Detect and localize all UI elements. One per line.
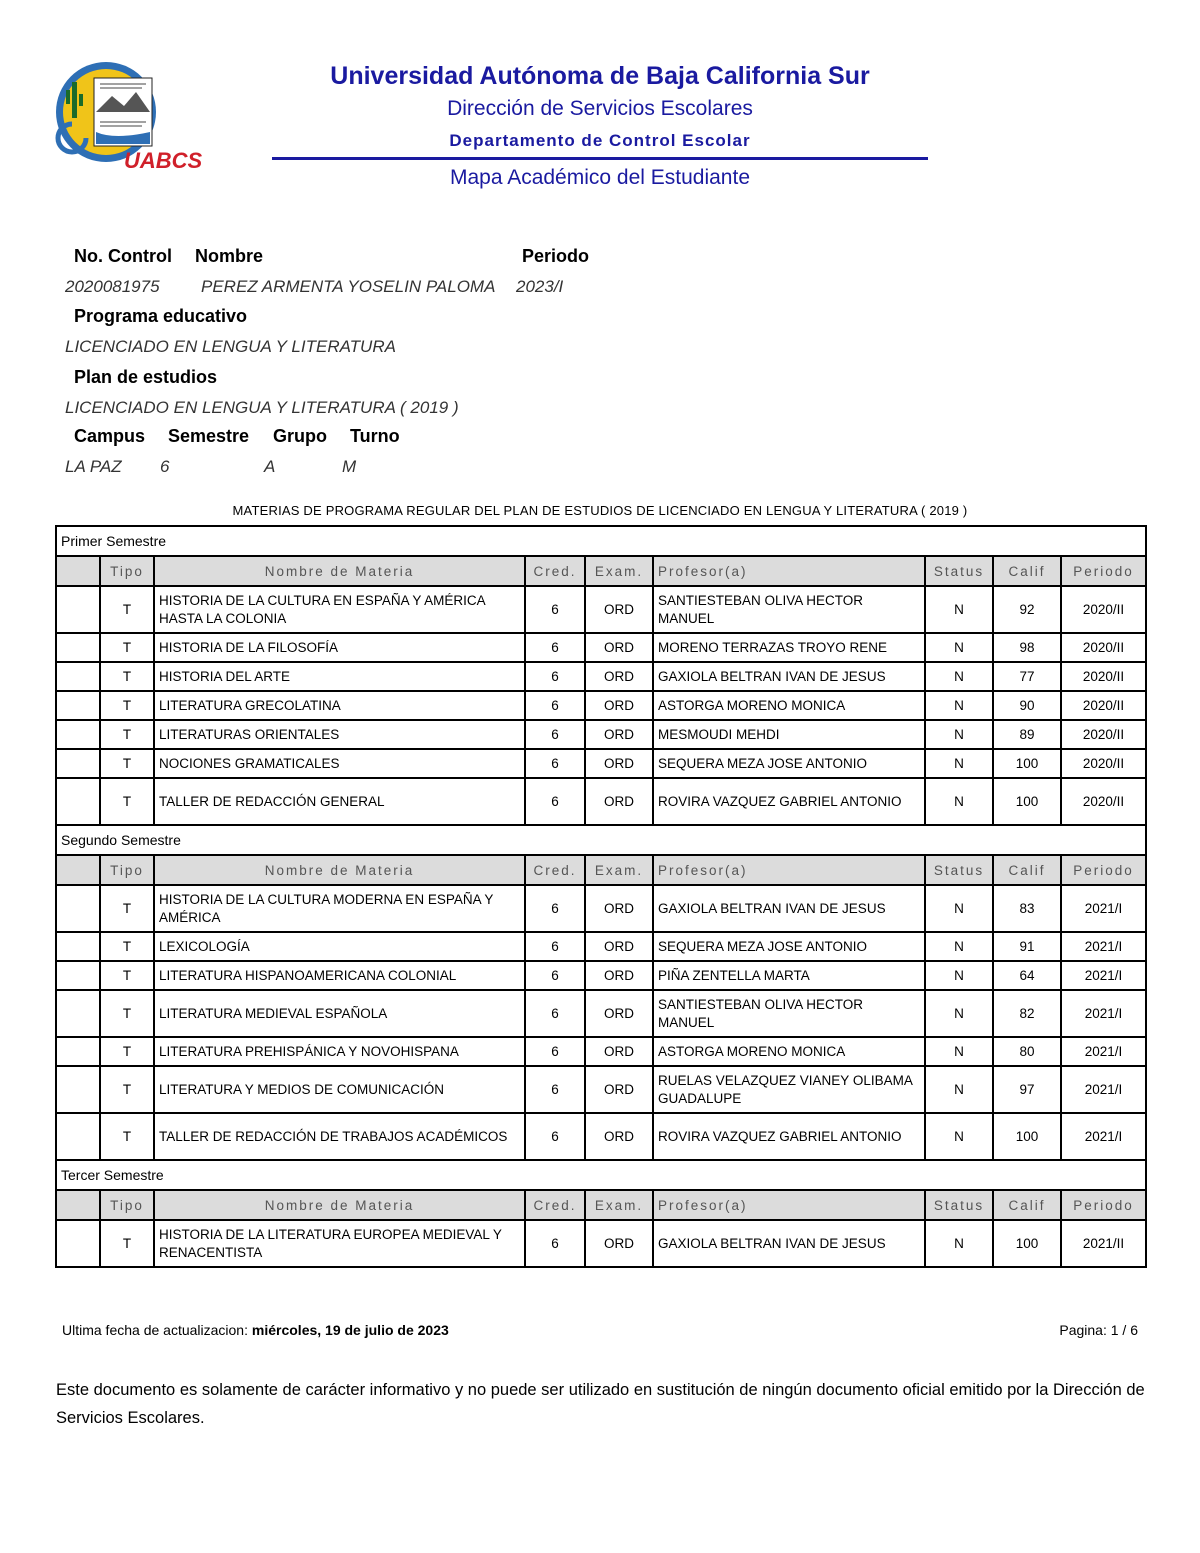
- table-row: [56, 961, 1146, 990]
- professor-cell: ROVIRA VAZQUEZ GABRIEL ANTONIO: [653, 778, 925, 825]
- grade-cell: 98: [993, 633, 1061, 662]
- grade-cell: 64: [993, 961, 1061, 990]
- label-group: Grupo: [273, 426, 327, 446]
- grade-cell: 100: [993, 1113, 1061, 1160]
- row-blank-cell: [56, 691, 100, 720]
- subject-cell: HISTORIA DE LA CULTURA MODERNA EN ESPAÑA Y AMÉRICA: [154, 885, 525, 932]
- table-row: [56, 1113, 1146, 1160]
- professor-cell: SANTIESTEBAN OLIVA HECTOR MANUEL: [653, 990, 925, 1037]
- column-header: Periodo: [1061, 855, 1146, 885]
- subject-cell: LEXICOLOGÍA: [154, 932, 525, 961]
- credits-cell: 6: [525, 633, 585, 662]
- table-row: [56, 586, 1146, 633]
- professor-cell: SEQUERA MEZA JOSE ANTONIO: [653, 749, 925, 778]
- column-header-row: [56, 1190, 1146, 1220]
- tipo-cell: T: [100, 1220, 154, 1267]
- column-header: Status: [925, 1190, 993, 1220]
- tipo-cell: T: [100, 885, 154, 932]
- tipo-cell: T: [100, 990, 154, 1037]
- column-header: Periodo: [1061, 556, 1146, 586]
- tipo-cell: T: [100, 691, 154, 720]
- subject-cell: LITERATURA HISPANOAMERICANA COLONIAL: [154, 961, 525, 990]
- update-label: Ultima fecha de actualizacion:: [62, 1322, 248, 1338]
- tipo-cell: T: [100, 720, 154, 749]
- status-cell: N: [925, 691, 993, 720]
- table-row: [56, 691, 1146, 720]
- label-semester: Semestre: [168, 426, 250, 446]
- exam-cell: ORD: [585, 1113, 653, 1160]
- table-row: [56, 1037, 1146, 1066]
- status-cell: N: [925, 586, 993, 633]
- status-cell: N: [925, 990, 993, 1037]
- grade-cell: 80: [993, 1037, 1061, 1066]
- student-period: 2023/I: [516, 277, 564, 296]
- subject-cell: TALLER DE REDACCIÓN DE TRABAJOS ACADÉMICOS: [154, 1113, 525, 1160]
- row-blank-cell: [56, 1113, 100, 1160]
- semester-title: Primer Semestre: [56, 526, 1146, 556]
- subject-cell: LITERATURAS ORIENTALES: [154, 720, 525, 749]
- period-cell: 2021/I: [1061, 1113, 1146, 1160]
- professor-cell: ASTORGA MORENO MONICA: [653, 691, 925, 720]
- professor-cell: SANTIESTEBAN OLIVA HECTOR MANUEL: [653, 586, 925, 633]
- professor-cell: MORENO TERRAZAS TROYO RENE: [653, 633, 925, 662]
- status-cell: N: [925, 778, 993, 825]
- status-cell: N: [925, 1066, 993, 1113]
- student-shift: M: [342, 457, 357, 476]
- row-blank-cell: [56, 885, 100, 932]
- column-header: Exam.: [585, 1190, 653, 1220]
- university-name: Universidad Autónoma de Baja California Sur: [330, 62, 870, 90]
- table-row: [56, 1066, 1146, 1113]
- row-blank-cell: [56, 720, 100, 749]
- credits-cell: 6: [525, 586, 585, 633]
- credits-cell: 6: [525, 885, 585, 932]
- label-period: Periodo: [522, 246, 590, 266]
- student-plan: LICENCIADO EN LENGUA Y LITERATURA ( 2019 ): [65, 398, 459, 417]
- period-cell: 2020/II: [1061, 778, 1146, 825]
- exam-cell: ORD: [585, 778, 653, 825]
- tipo-cell: T: [100, 662, 154, 691]
- exam-cell: ORD: [585, 990, 653, 1037]
- period-cell: 2021/II: [1061, 1220, 1146, 1267]
- label-campus: Campus: [74, 426, 146, 446]
- student-group: A: [264, 457, 276, 476]
- column-header: Status: [925, 556, 993, 586]
- tipo-cell: T: [100, 961, 154, 990]
- credits-cell: 6: [525, 1066, 585, 1113]
- period-cell: 2020/II: [1061, 720, 1146, 749]
- period-cell: 2021/I: [1061, 1037, 1146, 1066]
- row-blank-cell: [56, 749, 100, 778]
- table-caption: MATERIAS DE PROGRAMA REGULAR DEL PLAN DE ESTUDIOS DE LICENCIADO EN LENGUA Y LITERATURA ( 2019 ): [232, 503, 968, 518]
- tipo-cell: T: [100, 932, 154, 961]
- direction-name: Dirección de Servicios Escolares: [447, 97, 753, 120]
- credits-cell: 6: [525, 720, 585, 749]
- row-blank-cell: [56, 1220, 100, 1267]
- student-program: LICENCIADO EN LENGUA Y LITERATURA: [65, 337, 396, 356]
- credits-cell: 6: [525, 691, 585, 720]
- table-row: [56, 990, 1146, 1037]
- exam-cell: ORD: [585, 691, 653, 720]
- table-row: [56, 885, 1146, 932]
- column-header: Exam.: [585, 556, 653, 586]
- update-date: miércoles, 19 de julio de 2023: [251, 1322, 449, 1338]
- row-blank-cell: [56, 990, 100, 1037]
- grade-cell: 97: [993, 1066, 1061, 1113]
- credits-cell: 6: [525, 749, 585, 778]
- semester-header: [56, 825, 1146, 855]
- row-blank-cell: [56, 1066, 100, 1113]
- professor-cell: ROVIRA VAZQUEZ GABRIEL ANTONIO: [653, 1113, 925, 1160]
- table-row: [56, 778, 1146, 825]
- student-control: 2020081975: [65, 277, 160, 296]
- subject-cell: LITERATURA MEDIEVAL ESPAÑOLA: [154, 990, 525, 1037]
- period-cell: 2020/II: [1061, 749, 1146, 778]
- page-number: Pagina: 1 / 6: [1059, 1322, 1138, 1338]
- status-cell: N: [925, 633, 993, 662]
- update-info: [62, 1322, 449, 1338]
- subject-cell: HISTORIA DE LA CULTURA EN ESPAÑA Y AMÉRICA HASTA LA COLONIA: [154, 586, 525, 633]
- subject-cell: NOCIONES GRAMATICALES: [154, 749, 525, 778]
- professor-cell: MESMOUDI MEHDI: [653, 720, 925, 749]
- credits-cell: 6: [525, 990, 585, 1037]
- exam-cell: ORD: [585, 885, 653, 932]
- column-header: Nombre de Materia: [154, 1190, 525, 1220]
- status-cell: N: [925, 1220, 993, 1267]
- professor-cell: ASTORGA MORENO MONICA: [653, 1037, 925, 1066]
- professor-cell: GAXIOLA BELTRAN IVAN DE JESUS: [653, 1220, 925, 1267]
- exam-cell: ORD: [585, 586, 653, 633]
- exam-cell: ORD: [585, 932, 653, 961]
- table-row: [56, 662, 1146, 691]
- semester-title: Segundo Semestre: [56, 825, 1146, 855]
- column-header: Profesor(a): [653, 855, 925, 885]
- table-row: [56, 932, 1146, 961]
- column-header: Periodo: [1061, 1190, 1146, 1220]
- subject-cell: LITERATURA GRECOLATINA: [154, 691, 525, 720]
- grade-cell: 100: [993, 778, 1061, 825]
- grade-cell: 100: [993, 749, 1061, 778]
- grade-cell: 91: [993, 932, 1061, 961]
- label-name: Nombre: [195, 246, 264, 266]
- column-header: Tipo: [100, 556, 154, 586]
- credits-cell: 6: [525, 932, 585, 961]
- document-title: Mapa Académico del Estudiante: [449, 166, 751, 189]
- tipo-cell: T: [100, 586, 154, 633]
- credits-cell: 6: [525, 961, 585, 990]
- tipo-cell: T: [100, 1066, 154, 1113]
- row-blank-cell: [56, 586, 100, 633]
- semester-title: Tercer Semestre: [56, 1160, 1146, 1190]
- table-row: [56, 720, 1146, 749]
- professor-cell: GAXIOLA BELTRAN IVAN DE JESUS: [653, 885, 925, 932]
- column-header-blank: [56, 556, 100, 586]
- period-cell: 2020/II: [1061, 586, 1146, 633]
- professor-cell: GAXIOLA BELTRAN IVAN DE JESUS: [653, 662, 925, 691]
- column-header: Calif: [993, 1190, 1061, 1220]
- tipo-cell: T: [100, 1037, 154, 1066]
- period-cell: 2021/I: [1061, 1066, 1146, 1113]
- exam-cell: ORD: [585, 961, 653, 990]
- tipo-cell: T: [100, 778, 154, 825]
- grade-cell: 89: [993, 720, 1061, 749]
- grade-cell: 92: [993, 586, 1061, 633]
- period-cell: 2020/II: [1061, 662, 1146, 691]
- status-cell: N: [925, 720, 993, 749]
- semester-header: [56, 1160, 1146, 1190]
- tipo-cell: T: [100, 749, 154, 778]
- subject-cell: HISTORIA DE LA FILOSOFÍA: [154, 633, 525, 662]
- period-cell: 2020/II: [1061, 633, 1146, 662]
- credits-cell: 6: [525, 662, 585, 691]
- label-control: No. Control: [74, 246, 172, 266]
- row-blank-cell: [56, 778, 100, 825]
- column-header-blank: [56, 855, 100, 885]
- student-campus: LA PAZ: [65, 457, 122, 476]
- status-cell: N: [925, 961, 993, 990]
- professor-cell: PIÑA ZENTELLA MARTA: [653, 961, 925, 990]
- column-header: Status: [925, 855, 993, 885]
- student-name: PEREZ ARMENTA YOSELIN PALOMA: [201, 277, 496, 296]
- column-header: Cred.: [525, 1190, 585, 1220]
- exam-cell: ORD: [585, 749, 653, 778]
- column-header-blank: [56, 1190, 100, 1220]
- period-cell: 2021/I: [1061, 932, 1146, 961]
- column-header: Profesor(a): [653, 556, 925, 586]
- tipo-cell: T: [100, 633, 154, 662]
- row-blank-cell: [56, 633, 100, 662]
- table-row: [56, 633, 1146, 662]
- subject-cell: LITERATURA Y MEDIOS DE COMUNICACIÓN: [154, 1066, 525, 1113]
- column-header: Cred.: [525, 855, 585, 885]
- university-logo: [54, 60, 203, 175]
- credits-cell: 6: [525, 1113, 585, 1160]
- professor-cell: SEQUERA MEZA JOSE ANTONIO: [653, 932, 925, 961]
- column-header: Nombre de Materia: [154, 855, 525, 885]
- status-cell: N: [925, 749, 993, 778]
- department-name: Departamento de Control Escolar: [449, 131, 751, 150]
- column-header: Calif: [993, 556, 1061, 586]
- status-cell: N: [925, 1037, 993, 1066]
- row-blank-cell: [56, 932, 100, 961]
- column-header: Tipo: [100, 855, 154, 885]
- period-cell: 2020/II: [1061, 691, 1146, 720]
- subject-cell: HISTORIA DE LA LITERATURA EUROPEA MEDIEVAL Y RENACENTISTA: [154, 1220, 525, 1267]
- label-program: Programa educativo: [74, 306, 248, 326]
- grade-cell: 77: [993, 662, 1061, 691]
- period-cell: 2021/I: [1061, 990, 1146, 1037]
- column-header-row: [56, 556, 1146, 586]
- logo-text: UABCS: [124, 148, 203, 173]
- grade-cell: 100: [993, 1220, 1061, 1267]
- exam-cell: ORD: [585, 662, 653, 691]
- grades-table: [55, 525, 1147, 1268]
- grade-cell: 90: [993, 691, 1061, 720]
- status-cell: N: [925, 1113, 993, 1160]
- row-blank-cell: [56, 961, 100, 990]
- period-cell: 2021/I: [1061, 885, 1146, 932]
- label-plan: Plan de estudios: [74, 367, 218, 387]
- disclaimer-notice: Este documento es solamente de carácter informativo y no puede ser utilizado en sustitución de ningún documento oficial emitido por la Dirección de Servicios Escolares.: [56, 1381, 1145, 1427]
- grade-cell: 82: [993, 990, 1061, 1037]
- label-shift: Turno: [350, 426, 400, 446]
- column-header: Exam.: [585, 855, 653, 885]
- subject-cell: LITERATURA PREHISPÁNICA Y NOVOHISPANA: [154, 1037, 525, 1066]
- tipo-cell: T: [100, 1113, 154, 1160]
- table-row: [56, 749, 1146, 778]
- student-semester: 6: [160, 457, 170, 476]
- professor-cell: RUELAS VELAZQUEZ VIANEY OLIBAMA GUADALUPE: [653, 1066, 925, 1113]
- row-blank-cell: [56, 662, 100, 691]
- exam-cell: ORD: [585, 720, 653, 749]
- grade-cell: 83: [993, 885, 1061, 932]
- column-header-row: [56, 855, 1146, 885]
- column-header: Nombre de Materia: [154, 556, 525, 586]
- status-cell: N: [925, 885, 993, 932]
- subject-cell: HISTORIA DEL ARTE: [154, 662, 525, 691]
- column-header: Profesor(a): [653, 1190, 925, 1220]
- status-cell: N: [925, 662, 993, 691]
- header-divider: [272, 157, 928, 160]
- exam-cell: ORD: [585, 1066, 653, 1113]
- status-cell: N: [925, 932, 993, 961]
- credits-cell: 6: [525, 1037, 585, 1066]
- period-cell: 2021/I: [1061, 961, 1146, 990]
- exam-cell: ORD: [585, 1037, 653, 1066]
- table-row: [56, 1220, 1146, 1267]
- exam-cell: ORD: [585, 1220, 653, 1267]
- semester-header: [56, 526, 1146, 556]
- column-header: Calif: [993, 855, 1061, 885]
- credits-cell: 6: [525, 1220, 585, 1267]
- exam-cell: ORD: [585, 633, 653, 662]
- credits-cell: 6: [525, 778, 585, 825]
- column-header: Tipo: [100, 1190, 154, 1220]
- column-header: Cred.: [525, 556, 585, 586]
- subject-cell: TALLER DE REDACCIÓN GENERAL: [154, 778, 525, 825]
- row-blank-cell: [56, 1037, 100, 1066]
